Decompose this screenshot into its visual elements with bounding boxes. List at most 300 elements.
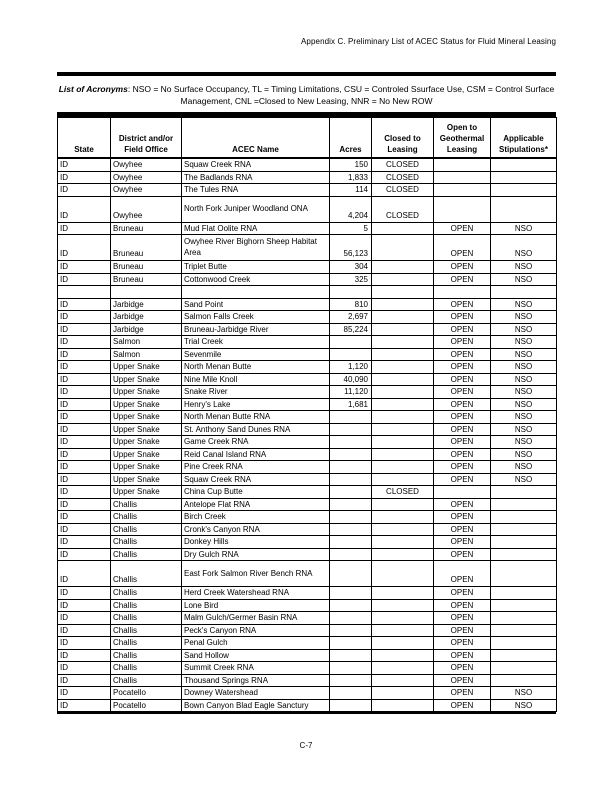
table-cell-open: OPEN <box>434 674 491 687</box>
table-cell-office: Upper Snake <box>111 423 182 436</box>
table-cell-name: Mud Flat Oolite RNA <box>182 222 330 235</box>
acec-status-table-container <box>57 112 556 714</box>
table-cell-stip <box>491 171 557 184</box>
table-cell-acres: 114 <box>330 184 372 197</box>
table-cell-acres <box>330 536 372 549</box>
table-cell-office: Jarbidge <box>111 298 182 311</box>
table-cell-closed <box>372 222 434 235</box>
table-cell-open: OPEN <box>434 699 491 712</box>
table-cell-closed <box>372 298 434 311</box>
table-cell-name: Bruneau-Jarbidge River <box>182 323 330 336</box>
table-cell-acres: 1,120 <box>330 361 372 374</box>
table-cell-stip: NSO <box>491 336 557 349</box>
table-cell-state: ID <box>58 561 111 587</box>
table-row <box>58 171 557 184</box>
table-cell-open: OPEN <box>434 448 491 461</box>
table-cell-name: Game Creek RNA <box>182 436 330 449</box>
table-cell-state: ID <box>58 184 111 197</box>
table-cell-closed <box>372 436 434 449</box>
table-cell-open <box>434 486 491 499</box>
table-cell-office: Bruneau <box>111 235 182 261</box>
table-cell-name: Cottonwood Creek <box>182 273 330 286</box>
table-row <box>58 511 557 524</box>
table-cell-open: OPEN <box>434 436 491 449</box>
table-cell-stip: NSO <box>491 273 557 286</box>
table-cell-state: ID <box>58 624 111 637</box>
table-cell-stip: NSO <box>491 448 557 461</box>
table-cell-closed <box>372 261 434 274</box>
table-cell-state: ID <box>58 373 111 386</box>
table-cell-office: Challis <box>111 587 182 600</box>
table-cell-name: Cronk's Canyon RNA <box>182 523 330 536</box>
table-cell-office: Bruneau <box>111 273 182 286</box>
table-cell-name: Salmon Falls Creek <box>182 311 330 324</box>
column-header-state: State <box>58 118 111 159</box>
table-row <box>58 423 557 436</box>
table-row <box>58 674 557 687</box>
table-cell-stip: NSO <box>491 411 557 424</box>
table-cell-office: Owyhee <box>111 196 182 222</box>
table-row <box>58 158 557 171</box>
table-row <box>58 398 557 411</box>
table-row <box>58 637 557 650</box>
table-cell-name: Penal Gulch <box>182 637 330 650</box>
table-cell-office: Challis <box>111 662 182 675</box>
table-cell-office: Challis <box>111 624 182 637</box>
table-cell-office: Challis <box>111 649 182 662</box>
table-cell-office: Upper Snake <box>111 386 182 399</box>
table-cell-stip: NSO <box>491 235 557 261</box>
table-cell-open: OPEN <box>434 273 491 286</box>
table-cell-name: Snake River <box>182 386 330 399</box>
table-cell-acres: 56,123 <box>330 235 372 261</box>
table-cell-name: Summit Creek RNA <box>182 662 330 675</box>
table-cell-name: Dry Gulch RNA <box>182 548 330 561</box>
table-cell-open: OPEN <box>434 222 491 235</box>
page-header: Appendix C. Preliminary List of ACEC Status for Fluid Mineral Leasing <box>300 37 556 46</box>
table-cell-state: ID <box>58 311 111 324</box>
table-cell-closed: CLOSED <box>372 196 434 222</box>
column-header-acec-name: ACEC Name <box>182 118 330 159</box>
table-cell-state: ID <box>58 587 111 600</box>
table-cell-open: OPEN <box>434 398 491 411</box>
table-cell-closed: CLOSED <box>372 158 434 171</box>
table-cell-office: Owyhee <box>111 171 182 184</box>
table-cell-name: Donkey Hills <box>182 536 330 549</box>
table-cell-state: ID <box>58 436 111 449</box>
table-cell-acres <box>330 348 372 361</box>
column-header-acres: Acres <box>330 118 372 159</box>
table-cell-name: Nine Mile Knoll <box>182 373 330 386</box>
table-cell-open: OPEN <box>434 561 491 587</box>
table-cell-acres <box>330 548 372 561</box>
table-cell-state: ID <box>58 196 111 222</box>
table-cell-open: OPEN <box>434 323 491 336</box>
table-cell-state: ID <box>58 536 111 549</box>
table-row <box>58 587 557 600</box>
table-cell-closed <box>372 536 434 549</box>
table-cell-closed <box>372 336 434 349</box>
table-cell-open: OPEN <box>434 373 491 386</box>
table-body <box>58 158 557 712</box>
table-cell-office: Jarbidge <box>111 323 182 336</box>
table-cell-stip <box>491 548 557 561</box>
table-cell-stip <box>491 674 557 687</box>
table-cell-name: Lone Bird <box>182 599 330 612</box>
table-cell-open: OPEN <box>434 298 491 311</box>
table-cell-stip <box>491 523 557 536</box>
table-cell-acres <box>330 473 372 486</box>
table-cell-acres: 325 <box>330 273 372 286</box>
table-cell-stip: NSO <box>491 423 557 436</box>
acronyms-note <box>57 83 556 107</box>
table-cell-state: ID <box>58 662 111 675</box>
table-cell-open: OPEN <box>434 637 491 650</box>
table-cell-state: ID <box>58 171 111 184</box>
table-cell-stip <box>491 587 557 600</box>
table-cell-office: Salmon <box>111 348 182 361</box>
table-cell-state: ID <box>58 411 111 424</box>
table-cell-closed <box>372 398 434 411</box>
table-cell-open: OPEN <box>434 386 491 399</box>
table-cell-stip: NSO <box>491 361 557 374</box>
table-cell-name: Bown Canyon Blad Eagle Sanctury <box>182 699 330 712</box>
table-cell-stip <box>491 286 557 299</box>
table-row <box>58 273 557 286</box>
table-cell-office: Upper Snake <box>111 473 182 486</box>
table-cell-office: Bruneau <box>111 222 182 235</box>
table-header-row <box>58 118 557 159</box>
table-cell-office <box>111 286 182 299</box>
table-row <box>58 261 557 274</box>
table-cell-acres: 304 <box>330 261 372 274</box>
table-row <box>58 473 557 486</box>
table-cell-name: Owyhee River Bighorn Sheep Habitat Area <box>182 235 330 261</box>
table-cell-acres <box>330 436 372 449</box>
table-cell-state: ID <box>58 336 111 349</box>
table-row <box>58 523 557 536</box>
table-row <box>58 222 557 235</box>
table-cell-open: OPEN <box>434 536 491 549</box>
table-cell-state: ID <box>58 386 111 399</box>
table-cell-acres <box>330 448 372 461</box>
table-cell-acres <box>330 511 372 524</box>
table-cell-acres <box>330 699 372 712</box>
table-cell-name: Antelope Flat RNA <box>182 498 330 511</box>
table-cell-open: OPEN <box>434 361 491 374</box>
table-cell-state: ID <box>58 699 111 712</box>
table-cell-acres: 4,204 <box>330 196 372 222</box>
table-cell-stip: NSO <box>491 386 557 399</box>
table-cell-name: Squaw Creek RNA <box>182 158 330 171</box>
table-cell-office: Jarbidge <box>111 311 182 324</box>
table-cell-closed <box>372 235 434 261</box>
table-cell-stip <box>491 486 557 499</box>
table-cell-acres: 1,833 <box>330 171 372 184</box>
table-cell-name: Pine Creek RNA <box>182 461 330 474</box>
table-cell-open: OPEN <box>434 261 491 274</box>
acronyms-line1: : NSO = No Surface Occupancy, TL = Timing Limitations, CSU = Controled Ssurface Use, CSM = Control Surface <box>127 84 555 94</box>
table-cell-name: Downey Watershead <box>182 687 330 700</box>
table-cell-acres <box>330 423 372 436</box>
table-cell-office: Owyhee <box>111 158 182 171</box>
table-cell-state: ID <box>58 461 111 474</box>
table-cell-acres <box>330 674 372 687</box>
table-cell-name: East Fork Salmon River Bench RNA <box>182 561 330 587</box>
table-cell-office: Challis <box>111 612 182 625</box>
table-cell-closed <box>372 311 434 324</box>
table-cell-stip: NSO <box>491 261 557 274</box>
table-row <box>58 411 557 424</box>
table-cell-name <box>182 286 330 299</box>
table-cell-name: Peck's Canyon RNA <box>182 624 330 637</box>
table-cell-office: Challis <box>111 523 182 536</box>
table-cell-stip: NSO <box>491 348 557 361</box>
table-cell-stip: NSO <box>491 373 557 386</box>
table-cell-acres: 2,697 <box>330 311 372 324</box>
table-cell-stip <box>491 612 557 625</box>
table-cell-office: Upper Snake <box>111 448 182 461</box>
table-cell-stip <box>491 599 557 612</box>
page-number: C-7 <box>299 741 313 750</box>
table-cell-name: Sand Hollow <box>182 649 330 662</box>
table-cell-stip <box>491 158 557 171</box>
table-row <box>58 373 557 386</box>
table-cell-acres <box>330 612 372 625</box>
table-cell-closed <box>372 273 434 286</box>
table-cell-closed <box>372 361 434 374</box>
table-cell-acres <box>330 624 372 637</box>
table-row <box>58 336 557 349</box>
table-cell-closed <box>372 587 434 600</box>
table-row <box>58 649 557 662</box>
table-cell-acres <box>330 662 372 675</box>
table-cell-office: Upper Snake <box>111 436 182 449</box>
table-cell-state: ID <box>58 235 111 261</box>
table-cell-stip <box>491 511 557 524</box>
table-cell-stip: NSO <box>491 436 557 449</box>
table-cell-closed: CLOSED <box>372 486 434 499</box>
table-cell-state: ID <box>58 261 111 274</box>
table-cell-state: ID <box>58 649 111 662</box>
table-cell-closed <box>372 286 434 299</box>
table-row <box>58 361 557 374</box>
table-cell-open: OPEN <box>434 662 491 675</box>
table-cell-office: Upper Snake <box>111 461 182 474</box>
table-cell-acres <box>330 637 372 650</box>
table-cell-open <box>434 184 491 197</box>
table-cell-closed <box>372 386 434 399</box>
table-cell-stip: NSO <box>491 222 557 235</box>
table-row <box>58 699 557 712</box>
table-cell-acres: 40,090 <box>330 373 372 386</box>
table-cell-open: OPEN <box>434 311 491 324</box>
table-cell-closed <box>372 624 434 637</box>
table-cell-open <box>434 171 491 184</box>
table-cell-stip: NSO <box>491 473 557 486</box>
table-row <box>58 624 557 637</box>
table-cell-acres: 150 <box>330 158 372 171</box>
table-cell-name: Herd Creek Watershead RNA <box>182 587 330 600</box>
table-cell-name: The Tules RNA <box>182 184 330 197</box>
table-cell-open: OPEN <box>434 473 491 486</box>
table-cell-stip: NSO <box>491 461 557 474</box>
table-cell-state: ID <box>58 423 111 436</box>
column-header-applicable-stipulations: Applicable Stipulations* <box>491 118 557 159</box>
table-row <box>58 486 557 499</box>
table-cell-state: ID <box>58 273 111 286</box>
table-cell-state: ID <box>58 687 111 700</box>
table-cell-closed <box>372 448 434 461</box>
table-cell-state: ID <box>58 158 111 171</box>
table-cell-open: OPEN <box>434 423 491 436</box>
table-cell-office: Challis <box>111 511 182 524</box>
table-cell-closed <box>372 461 434 474</box>
table-cell-closed <box>372 561 434 587</box>
table-cell-office: Pocatello <box>111 699 182 712</box>
table-cell-acres: 810 <box>330 298 372 311</box>
table-cell-closed <box>372 373 434 386</box>
table-cell-office: Challis <box>111 548 182 561</box>
table-cell-name: Trial Creek <box>182 336 330 349</box>
table-cell-closed <box>372 674 434 687</box>
table-cell-stip: NSO <box>491 398 557 411</box>
table-row <box>58 536 557 549</box>
table-cell-state: ID <box>58 486 111 499</box>
table-cell-closed <box>372 348 434 361</box>
table-cell-stip <box>491 637 557 650</box>
table-cell-office: Challis <box>111 561 182 587</box>
table-cell-closed <box>372 649 434 662</box>
table-row <box>58 498 557 511</box>
table-cell-stip <box>491 624 557 637</box>
table-cell-acres <box>330 411 372 424</box>
table-cell-stip <box>491 561 557 587</box>
table-cell-open: OPEN <box>434 687 491 700</box>
table-cell-name: Reid Canal Island RNA <box>182 448 330 461</box>
table-cell-closed <box>372 687 434 700</box>
table-cell-closed <box>372 411 434 424</box>
table-row <box>58 348 557 361</box>
table-cell-acres: 5 <box>330 222 372 235</box>
table-cell-acres <box>330 561 372 587</box>
acronyms-line2: Management, CNL =Closed to New Leasing, NNR = No New ROW <box>180 96 433 106</box>
table-cell-acres <box>330 461 372 474</box>
table-row <box>58 461 557 474</box>
table-cell-office: Salmon <box>111 336 182 349</box>
table-cell-closed <box>372 612 434 625</box>
table-cell-open <box>434 158 491 171</box>
table-cell-state: ID <box>58 448 111 461</box>
table-row <box>58 599 557 612</box>
table-cell-state: ID <box>58 473 111 486</box>
table-cell-state: ID <box>58 361 111 374</box>
table-cell-closed <box>372 473 434 486</box>
table-cell-office: Bruneau <box>111 261 182 274</box>
table-cell-acres <box>330 523 372 536</box>
table-cell-office: Challis <box>111 637 182 650</box>
table-cell-state: ID <box>58 298 111 311</box>
table-cell-acres: 85,224 <box>330 323 372 336</box>
table-cell-closed: CLOSED <box>372 184 434 197</box>
table-cell-open: OPEN <box>434 235 491 261</box>
table-cell-state: ID <box>58 222 111 235</box>
table-cell-office: Upper Snake <box>111 411 182 424</box>
table-cell-acres <box>330 649 372 662</box>
table-cell-name: China Cup Butte <box>182 486 330 499</box>
table-cell-acres <box>330 498 372 511</box>
table-cell-stip <box>491 196 557 222</box>
table-cell-acres: 1,681 <box>330 398 372 411</box>
table-cell-open: OPEN <box>434 548 491 561</box>
table-cell-closed <box>372 423 434 436</box>
table-cell-office: Upper Snake <box>111 486 182 499</box>
table-cell-name: Henry's Lake <box>182 398 330 411</box>
table-row <box>58 448 557 461</box>
table-cell-office: Upper Snake <box>111 361 182 374</box>
table-cell-closed <box>372 548 434 561</box>
table-cell-closed <box>372 523 434 536</box>
table-cell-office: Challis <box>111 498 182 511</box>
table-cell-open: OPEN <box>434 461 491 474</box>
table-cell-name: North Fork Juniper Woodland ONA <box>182 196 330 222</box>
table-cell-name: The Badlands RNA <box>182 171 330 184</box>
table-cell-name: North Menan Butte <box>182 361 330 374</box>
table-cell-stip: NSO <box>491 687 557 700</box>
acec-status-table <box>57 117 557 712</box>
table-cell-state: ID <box>58 548 111 561</box>
table-cell-closed <box>372 662 434 675</box>
table-cell-stip <box>491 662 557 675</box>
table-cell-office: Upper Snake <box>111 373 182 386</box>
column-header-closed-to-leasing: Closed to Leasing <box>372 118 434 159</box>
table-cell-state: ID <box>58 398 111 411</box>
table-cell-open: OPEN <box>434 411 491 424</box>
table-cell-closed <box>372 323 434 336</box>
table-cell-stip <box>491 498 557 511</box>
table-cell-state: ID <box>58 637 111 650</box>
table-cell-open: OPEN <box>434 523 491 536</box>
column-header-open-to-geothermal: Open to Geothermal Leasing <box>434 118 491 159</box>
table-cell-stip: NSO <box>491 298 557 311</box>
table-cell-state: ID <box>58 674 111 687</box>
table-cell-name: Thousand Springs RNA <box>182 674 330 687</box>
table-row <box>58 561 557 587</box>
table-cell-open: OPEN <box>434 612 491 625</box>
table-cell-name: Sand Point <box>182 298 330 311</box>
table-cell-open: OPEN <box>434 336 491 349</box>
table-row <box>58 323 557 336</box>
table-cell-acres <box>330 336 372 349</box>
table-cell-acres <box>330 587 372 600</box>
table-cell-name: Birch Creek <box>182 511 330 524</box>
table-cell-state: ID <box>58 323 111 336</box>
table-cell-closed <box>372 599 434 612</box>
table-row <box>58 298 557 311</box>
table-cell-stip <box>491 536 557 549</box>
table-cell-state: ID <box>58 348 111 361</box>
table-cell-name: North Menan Butte RNA <box>182 411 330 424</box>
table-cell-open <box>434 196 491 222</box>
table-cell-closed: CLOSED <box>372 171 434 184</box>
table-cell-closed <box>372 498 434 511</box>
table-row <box>58 235 557 261</box>
table-cell-office: Pocatello <box>111 687 182 700</box>
table-cell-closed <box>372 637 434 650</box>
table-row <box>58 548 557 561</box>
table-cell-state: ID <box>58 511 111 524</box>
table-cell-stip <box>491 184 557 197</box>
